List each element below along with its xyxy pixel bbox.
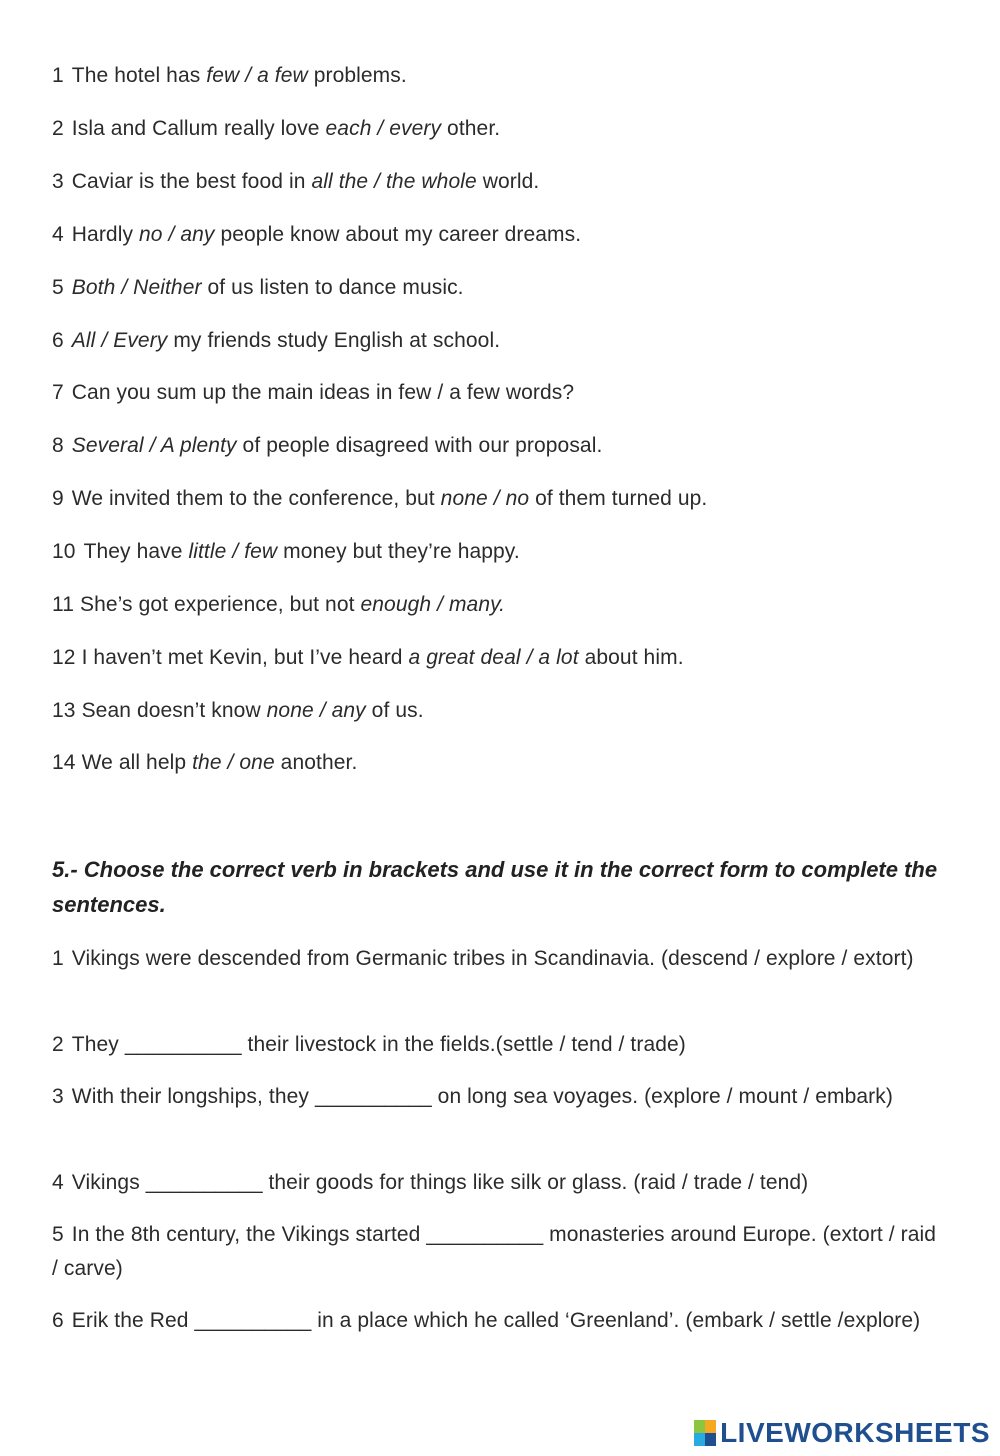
list-item: 2 Isla and Callum really love each / every other. (52, 117, 501, 140)
choice-text: none / any (266, 699, 366, 722)
choice-text: few / a few (206, 64, 308, 87)
choice-text: All / Every (71, 329, 168, 352)
list-item: 5 In the 8th century, the Vikings started __________ monasteries around Europe. (extort / raid / carve) (52, 1223, 937, 1280)
logo-mark-icon (694, 1420, 716, 1446)
choice-text: none / no (440, 487, 530, 510)
list-item: 12 I haven’t met Kevin, but I’ve heard a great deal / a lot about him. (52, 646, 684, 669)
list-item: 5 Both / Neither of us listen to dance music. (52, 276, 464, 299)
choice-text: enough / many. (360, 593, 506, 616)
list-item: 7 Can you sum up the main ideas in few / a few words? (52, 381, 575, 404)
answer-blank[interactable]: __________ (194, 1309, 312, 1332)
list-item: 1 Vikings were descended from Germanic tribes in Scandinavia. (descend / explore / extort) (52, 947, 914, 970)
choice-text: Several / A plenty (71, 434, 237, 457)
list-item: 10 They have little / few money but they’re happy. (52, 540, 520, 563)
answer-blank[interactable]: __________ (426, 1223, 544, 1246)
answer-blank[interactable]: __________ (314, 1085, 432, 1108)
list-item: 9 We invited them to the conference, but none / no of them turned up. (52, 487, 708, 510)
answer-blank[interactable]: __________ (145, 1171, 263, 1194)
list-item: 11 She’s got experience, but not enough / many. (52, 593, 506, 616)
logo-text: LIVEWORKSHEETS (720, 1417, 990, 1448)
list-item: 3 With their longships, they __________ on long sea voyages. (explore / mount / embark) (52, 1085, 893, 1108)
choice-text: each / every (325, 117, 442, 140)
answer-blank[interactable]: __________ (124, 1033, 242, 1056)
choice-text: no / any (139, 223, 215, 246)
list-item: 6 Erik the Red __________ in a place which he called ‘Greenland’. (embark / settle /explore) (52, 1309, 921, 1332)
liveworksheets-logo (694, 1416, 990, 1450)
list-item: 14 We all help the / one another. (52, 751, 358, 774)
list-item: 13 Sean doesn’t know none / any of us. (52, 699, 424, 722)
list-item: 3 Caviar is the best food in all the / the whole world. (52, 170, 540, 193)
choice-text: Both / Neither (71, 276, 202, 299)
list-item: 6 All / Every my friends study English at school. (52, 329, 501, 352)
section-heading: 5.- Choose the correct verb in brackets and use it in the correct form to complete the sentences. (52, 857, 938, 917)
list-item: 1 The hotel has few / a few problems. (52, 64, 407, 87)
choice-text: little / few (188, 540, 278, 563)
choice-text: the / one (192, 751, 275, 774)
list-item: 4 Vikings __________ their goods for things like silk or glass. (raid / trade / tend) (52, 1171, 809, 1194)
choice-text: all the / the whole (311, 170, 477, 193)
list-item: 8 Several / A plenty of people disagreed with our proposal. (52, 434, 603, 457)
list-item: 4 Hardly no / any people know about my career dreams. (52, 223, 582, 246)
list-item: 2 They __________ their livestock in the fields.(settle / tend / trade) (52, 1033, 686, 1056)
choice-text: a great deal / a lot (408, 646, 579, 669)
